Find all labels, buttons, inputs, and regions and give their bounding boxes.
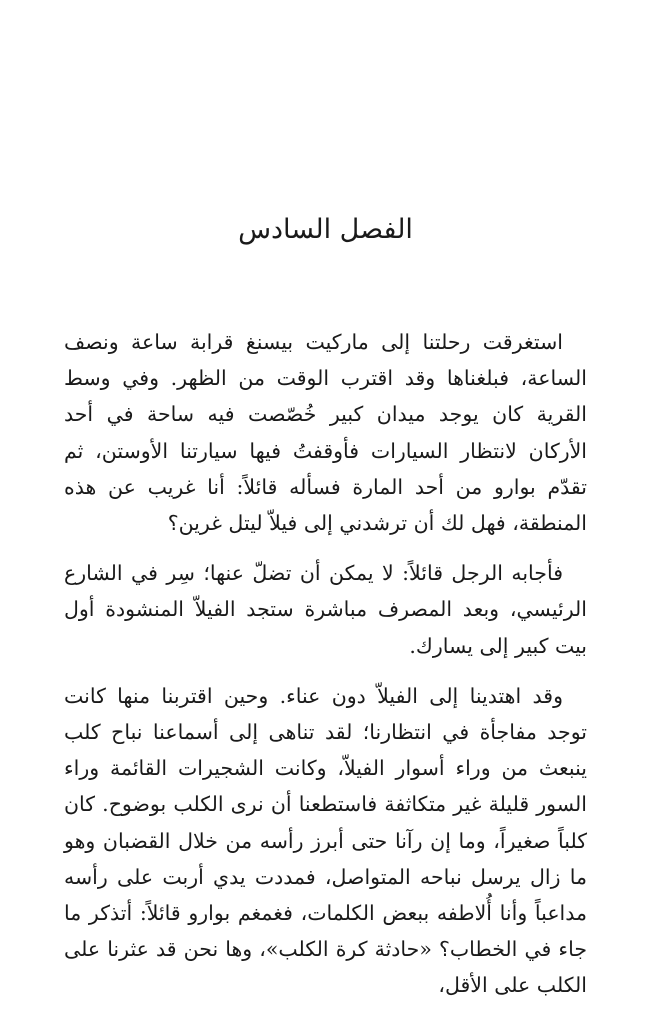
chapter-body bbox=[64, 324, 587, 1018]
paragraph: استغرقت رحلتنا إلى ماركيت بيسنغ قرابة ساعة ونصف الساعة، فبلغناها وقد اقترب الوقت من الظهر. وفي وسط القرية كان يوجد ميدان كبير خُصّصت فيه ساحة في أحد الأركان لانتظار السيارات فأوقفتُ فيها سيارتنا الأوستن، ثم تقدّم بوارو من أحد المارة فسأله قائلاً: أنا غريب عن هذه المنطقة، فهل لك أن ترشدني إلى فيلاّ ليتل غرين؟ bbox=[64, 330, 587, 536]
paragraph: وقد اهتدينا إلى الفيلاّ دون عناء. وحين اقتربنا منها كانت توجد مفاجأة في انتظارنا؛ لقد تناهى إلى أسماعنا نباح كلب ينبعث من وراء أسوار الفيلاّ، وكانت الشجيرات القائمة وراء السور قليلة غير متكاثفة فاستطعنا أن نرى الكلب بوضوح. كان كلباً صغيراً، وما إن رآنا حتى أبرز رأسه من خلال القضبان وهو ما زال يرسل نباحه المتواصل، فمددت يدي أربت على رأسه مداعباً وأنا أُلاطفه ببعض الكلمات، فغمغم بوارو قائلاً: أتذكر ما جاء في الخطاب؟ «حادثة كرة الكلب»، وها نحن قد عثرنا على الكلب على الأقل، bbox=[64, 683, 587, 998]
paragraph: فأجابه الرجل قائلاً: لا يمكن أن تضلّ عنها؛ سِر في الشارع الرئيسي، وبعد المصرف مباشرة ستجد الفيلاّ المنشودة أول بيت كبير إلى يسارك. bbox=[64, 561, 587, 658]
chapter-title: الفصل السادس bbox=[238, 214, 413, 245]
